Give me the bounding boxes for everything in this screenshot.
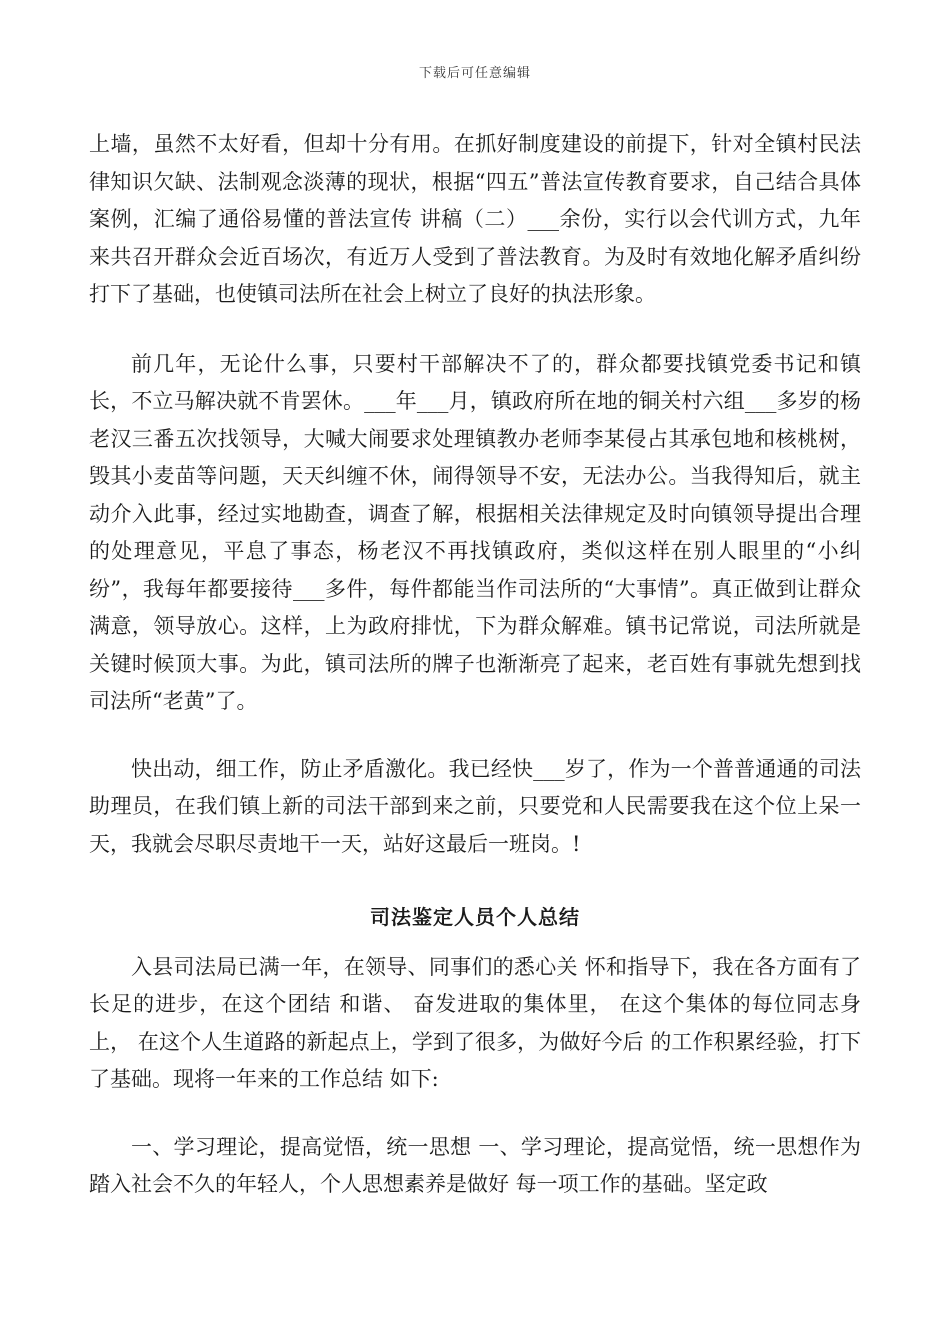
paragraph-3: 快出动，细工作，防止矛盾激化。我已经快___岁了，作为一个普普通通的司法助理员，在我们镇上新的司法干部到来之前，只要党和人民需要我在这个位上呆一天，我就会尽职尽责地干一天，站好这最后一班岗。! [89,756,861,856]
section-title: 司法鉴定人员个人总结 [370,905,580,929]
paragraph-5: 一、学习理论，提高觉悟，统一思想 一、学习理论，提高觉悟，统一思想作为踏入社会不久的年轻人，个人思想素养是做好 每一项工作的基础。坚定政 [89,1134,861,1196]
paragraph-1: 上墙，虽然不太好看，但却十分有用。在抓好制度建设的前提下，针对全镇村民法律知识欠缺、法制观念淡薄的现状，根据“四五”普法宣传教育要求，自己结合具体案例，汇编了通俗易懂的普法宣传 讲稿（二）___余份，实行以会代训方式，九年来共召开群众会近百场次，有近万人受到了普法教育。为及时有效地化解矛盾纠纷打下了基础，也使镇司法所在社会上树立了良好的执法形象。 [89,132,861,306]
page-header: 下载后可任意编辑 [418,66,531,81]
paragraph-2: 前几年，无论什么事，只要村干部解决不了的，群众都要找镇党委书记和镇长，不立马解决就不肯罢休。___年___月，镇政府所在地的铜关村六组___多岁的杨老汉三番五次找领导，大喊大闹要求处理镇教办老师李某侵占其承包地和核桃树，毁其小麦苗等问题，天天纠缠不休，闹得领导不安，无法办公。当我得知后，就主动介入此事，经过实地勘查，调查了解，根据相关法律规定及时向镇领导提出合理的处理意见，平息了事态，杨老汉不再找镇政府，类似这样在别人眼里的“小纠纷”，我每年都要接待___多件，每件都能当作司法所的“大事情”。真正做到让群众满意，领导放心。这样，上为政府排忧，下为群众解难。镇书记常说，司法所就是关键时候顶大事。为此，镇司法所的牌子也渐渐亮了起来，老百姓有事就先想到找司法所“老黄”了。 [89,351,861,713]
document-body [89,126,861,1204]
paragraph-4: 入县司法局已满一年，在领导、同事们的悉心关 怀和指导下，我在各方面有了长足的进步，在这个团结 和谐、 奋发进取的集体里， 在这个集体的每位同志身上， 在这个人生道路的新起点上，学到了很多，为做好今后 的工作积累经验，打下了基础。现将一年来的工作总结 如下: [89,954,861,1091]
